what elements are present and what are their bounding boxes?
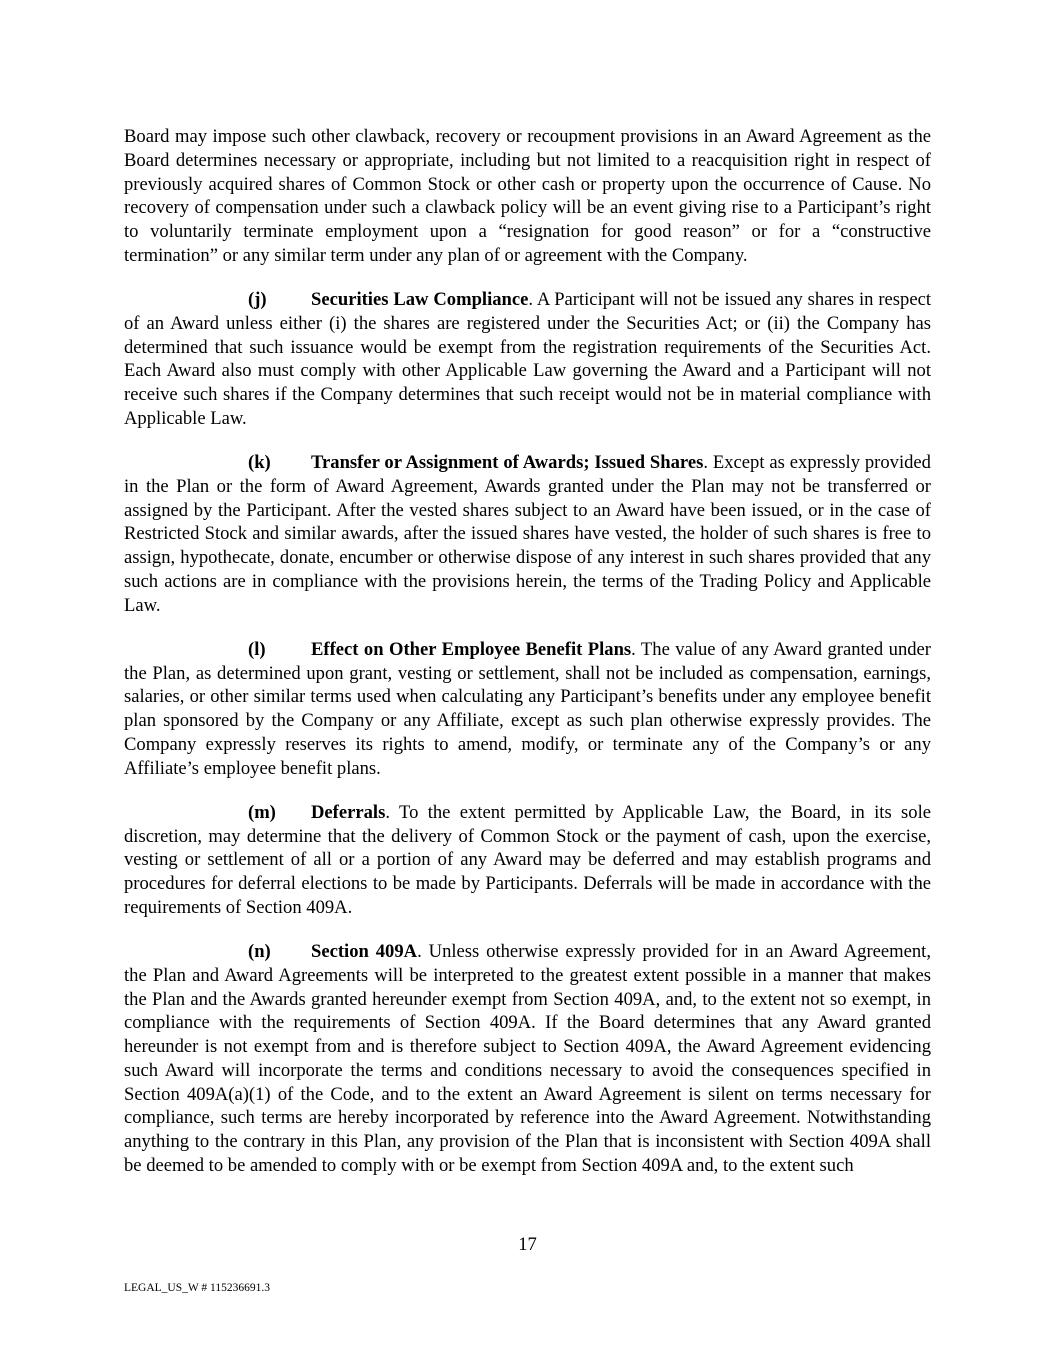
section-n-title: Section 409A — [311, 941, 418, 962]
section-m-title: Deferrals — [311, 801, 386, 823]
section-m-body: . To the extent permitted by Applicable Law, the Board, in its sole discretion, may determine that the delivery of Common Stock or the payment of cash, upon the exercise, vesting or settlement of all or a portion of any Award may be deferred and may establish programs and procedures for deferral elections to be made by Participants. Deferrals will be made in accordance with the requirements of Section 409A. — [124, 801, 931, 918]
section-n-number: (n) — [248, 941, 271, 962]
section-k-paragraph — [124, 451, 931, 617]
section-n-body: . Unless otherwise expressly provided for in an Award Agreement, the Plan and Award Agreements will be interpreted to the greatest extent possible in a manner that makes the Plan and the Awards granted hereunder exempt from Section 409A, and, to the extent not so exempt, in compliance with the requirements of Section 409A. If the Board determines that any Award granted hereunder is not exempt from and is therefore subject to Section 409A, the Award Agreement evidencing such Award will incorporate the terms and conditions necessary to avoid the consequences specified in Section 409A(a)(1) of the Code, and to the extent an Award Agreement is silent on terms necessary for compliance, such terms are hereby incorporated by reference into the Award Agreement. Notwithstanding anything to the contrary in this Plan, any provision of the Plan that is inconsistent with Section 409A shall be deemed to be amended to comply with or be exempt from Section 409A and, to the extent such — [124, 941, 931, 1176]
section-m-paragraph — [124, 801, 931, 920]
document-footer-id: LEGAL_US_W # 115236691.3 — [124, 1282, 270, 1294]
section-l-paragraph — [124, 638, 931, 781]
section-m-number: (m) — [248, 801, 276, 823]
section-j-title: Securities Law Compliance — [311, 289, 529, 310]
section-l-number: (l) — [248, 638, 266, 660]
section-l-title: Effect on Other Employee Benefit Plans — [311, 638, 632, 660]
section-n-paragraph — [124, 940, 931, 1178]
document-page — [124, 125, 931, 1198]
section-k-number: (k) — [248, 452, 271, 473]
section-j-number: (j) — [248, 289, 267, 310]
section-l-body: . The value of any Award granted under the Plan, as determined upon grant, vesting or settlement, shall not be included as compensation, earnings, salaries, or other similar terms used when calculating any Participant’s benefits under any employee benefit plan sponsored by the Company or any Affiliate, except as such plan otherwise expressly provides. The Company expressly reserves its rights to amend, modify, or terminate any of the Company’s or any Affiliate’s employee benefit plans. — [124, 638, 931, 779]
section-k-body: . Except as expressly provided in the Plan or the form of Award Agreement, Awards granted under the Plan may not be transferred or assigned by the Participant. After the vested shares subject to an Award have been issued, or in the case of Restricted Stock and similar awards, after the issued shares have vested, the holder of such shares is free to assign, hypothecate, donate, encumber or otherwise dispose of any interest in such shares provided that any such actions are in compliance with the provisions herein, the terms of the Trading Policy and Applicable Law. — [124, 452, 931, 616]
page-number: 17 — [518, 1234, 537, 1255]
intro-paragraph: Board may impose such other clawback, recovery or recoupment provisions in an Award Agreement as the Board determines necessary or appropriate, including but not limited to a reacquisition right in respect of previously acquired shares of Common Stock or other cash or property upon the occurrence of Cause. No recovery of compensation under such a clawback policy will be an event giving rise to a Participant’s right to voluntarily terminate employment upon a “resignation for good reason” or for a “constructive termination” or any similar term under any plan of or agreement with the Company. — [124, 126, 931, 266]
section-j-body: . A Participant will not be issued any shares in respect of an Award unless either (i) the shares are registered under the Securities Act; or (ii) the Company has determined that such issuance would be exempt from the registration requirements of the Securities Act. Each Award also must comply with other Applicable Law governing the Award and a Participant will not receive such shares if the Company determines that such receipt would not be in material compliance with Applicable Law. — [124, 289, 932, 429]
section-j-paragraph — [124, 288, 931, 431]
section-k-title: Transfer or Assignment of Awards; Issued Shares — [311, 452, 704, 473]
